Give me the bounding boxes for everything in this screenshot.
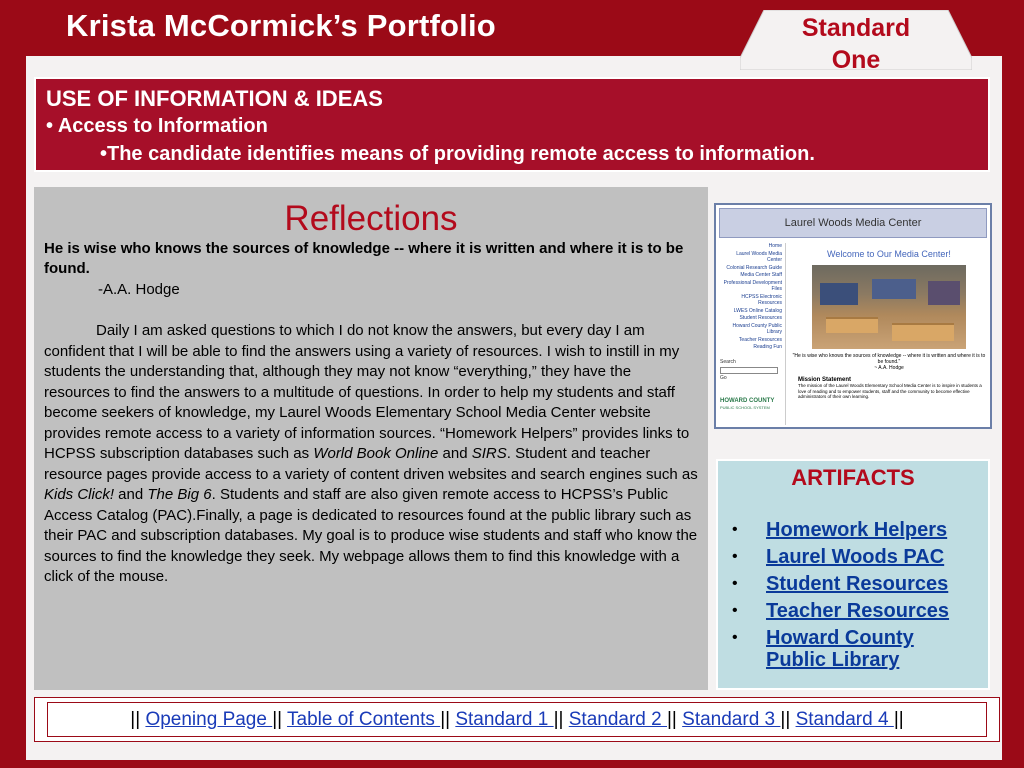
bullet-icon: • (732, 521, 738, 538)
list-item (718, 573, 988, 595)
nav-link-standard-2[interactable]: Standard 2 (568, 709, 667, 730)
separator: || (272, 709, 283, 730)
bullet-icon: • (732, 575, 738, 592)
artifacts-list (718, 519, 988, 671)
footer-links (47, 702, 987, 737)
photo-table (826, 317, 878, 333)
standard-heading: USE OF INFORMATION & IDEAS (46, 86, 383, 111)
list-item (718, 600, 988, 622)
screenshot-search-box (720, 367, 778, 374)
separator: || (130, 709, 141, 730)
separator: || (780, 709, 791, 730)
photo-shelf (872, 279, 916, 299)
artifact-link-homework-helpers[interactable]: Homework Helpers (766, 519, 948, 541)
standard-sub-bullet: •The candidate identifies means of providing remote access to information. (100, 143, 815, 165)
artifacts-title: ARTIFACTS (791, 465, 915, 490)
website-screenshot (714, 203, 992, 429)
artifact-link-laurel-woods-pac[interactable]: Laurel Woods PAC (766, 546, 945, 568)
screenshot-nav-item: Student Resources (739, 315, 782, 321)
separator: || (893, 709, 904, 730)
screenshot-quote (790, 353, 988, 371)
standard-tab (740, 10, 972, 74)
screenshot-main (790, 243, 988, 425)
list-item (718, 627, 914, 671)
footer-nav (34, 697, 1000, 742)
screenshot-header: Laurel Woods Media Center (719, 208, 987, 238)
screenshot-nav-item: Howard County Public Library (732, 322, 782, 335)
screenshot-quote-text: "He is wise who knows the sources of knowledge -- where it is written and where it is to be found." (792, 353, 986, 365)
list-item (718, 546, 988, 568)
screenshot-nav-item: Teacher Resources (738, 336, 782, 343)
list-item (718, 519, 988, 541)
media-center-photo (812, 265, 966, 349)
screenshot-nav-item: Laurel Woods Media Center (736, 250, 782, 263)
screenshot-nav-item: LWES Online Catalog (733, 307, 782, 314)
reflection-quote: He is wise who knows the sources of knowledge -- where it is written and where it is to be found. (44, 240, 684, 277)
bullet-icon: • (732, 629, 738, 646)
logo-text: HOWARD COUNTY (720, 397, 775, 404)
nav-link-standard-4[interactable]: Standard 4 (795, 709, 894, 730)
screenshot-nav-item: Media Center Staff (740, 272, 782, 278)
howard-county-logo (720, 398, 782, 412)
separator: || (553, 709, 564, 730)
artifact-link-teacher-resources[interactable]: Teacher Resources (766, 600, 950, 622)
artifacts-panel (716, 459, 990, 690)
mission-text: The mission of the Laurel Woods Elementary School Media Center is to inspire in students a love of reading and to empower students, staff and the community to become effective administrators of their own learning. (798, 383, 982, 399)
quote-author: -A.A. Hodge (98, 281, 180, 298)
separator: || (440, 709, 451, 730)
reflection-body: Daily I am asked questions to which I do not know the answers, but every day I am confident that I will be able to find the answers using a variety of resources. I wish to instill in my students the understanding that, although they may not know “everything,” they have the resources to find the answers to a multitude of questions. In order to help my students and staff become seekers of knowledge, my Laurel Woods Elementary School Media Center website provides remote access to a variety of information sources. “Homework Helpers” provides links to HCPSS subscription databases such as World Book Online and SIRS. Student and teacher resource pages provide access to a variety of content driven websites and search engines such as Kids Click! and The Big 6. Students and staff are also given remote access to HCPSS’s Public Access Catalog (PAC).Finally, a page is dedicated to resources found at the public library such as their PAC and subscription databases. My goal is to produce wise students and staff who know the sources to find the knowledge they seek. My webpage allows them to find this knowledge with a click of the mouse. (44, 322, 698, 585)
mission-title: Mission Statement (798, 377, 852, 383)
screenshot-search-label: Search (720, 358, 736, 365)
nav-link-table-of-contents[interactable]: Table of Contents (287, 709, 441, 730)
screenshot-nav-item: Home (768, 243, 782, 249)
logo-subtext: PUBLIC SCHOOL SYSTEM (720, 405, 770, 410)
bullet-icon: • (732, 548, 738, 565)
tab-label: Standard One (801, 14, 911, 74)
screenshot-quote-author: ~ A.A. Hodge (874, 365, 904, 371)
standard-description (34, 77, 990, 172)
reflections-panel (34, 187, 708, 690)
bullet-icon: • (732, 602, 738, 619)
nav-link-standard-1[interactable]: Standard 1 (455, 709, 554, 730)
screenshot-nav-item: HCPSS Electronic Resources (741, 293, 782, 306)
page-title: Krista McCormick’s Portfolio (66, 8, 496, 43)
screenshot-nav (720, 243, 786, 425)
screenshot-nav-item: Reading Fun (753, 344, 782, 350)
nav-link-opening-page[interactable]: Opening Page (145, 709, 273, 730)
separator: || (667, 709, 677, 730)
screenshot-welcome: Welcome to Our Media Center! (827, 249, 951, 259)
photo-table (892, 323, 954, 341)
photo-shelf (928, 281, 960, 305)
screenshot-search (720, 359, 782, 382)
nav-link-standard-3[interactable]: Standard 3 (682, 709, 781, 730)
photo-shelf (820, 283, 858, 305)
artifact-link-student-resources[interactable]: Student Resources (766, 573, 949, 595)
screenshot-nav-item: Professional Development Files (723, 279, 782, 292)
screenshot-search-button: Go (720, 375, 727, 381)
standard-bullet: • Access to Information (46, 115, 268, 137)
screenshot-nav-item: Colonial Research Guide (726, 264, 782, 271)
reflections-title: Reflections (284, 199, 458, 238)
artifact-link-public-library[interactable]: Howard County Public Library (766, 627, 914, 671)
